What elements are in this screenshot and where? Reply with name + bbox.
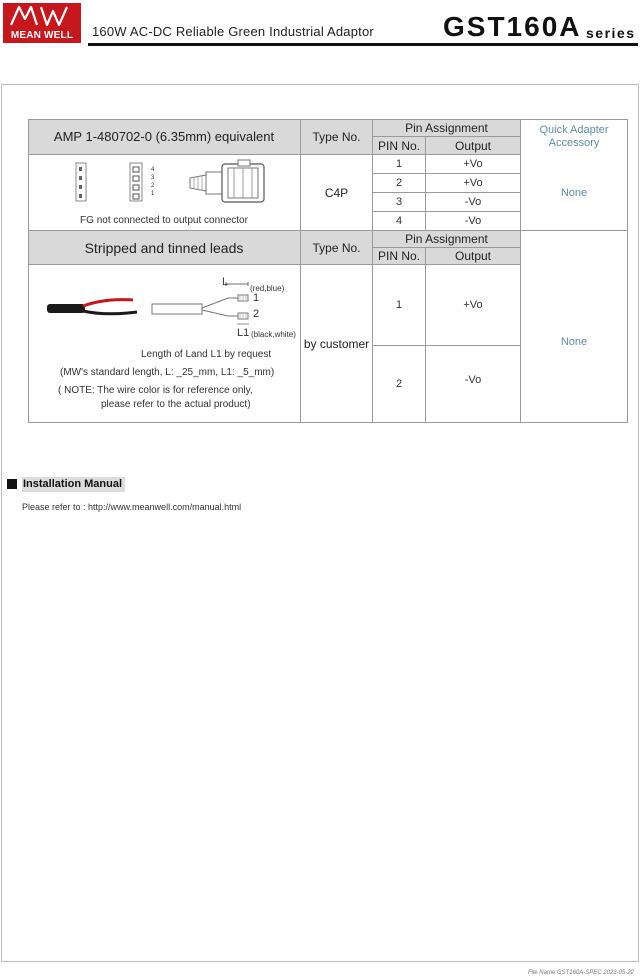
pin-no: 1 <box>395 158 403 170</box>
connector-housing-icon <box>186 158 272 208</box>
pin-row <box>426 346 521 423</box>
accessory-cell <box>521 231 628 423</box>
pin-output: +Vo <box>463 158 483 170</box>
type-no-header <box>301 119 373 155</box>
type-no-label: Type No. <box>312 129 361 144</box>
lead-label-2: 2 <box>253 308 260 320</box>
pin-row <box>426 193 521 212</box>
pin-row <box>373 174 426 193</box>
pin-output: +Vo <box>463 299 483 311</box>
pin-output: -Vo <box>464 374 482 386</box>
pin-output: -Vo <box>464 215 482 227</box>
wire-color-red-blue: (red,blue) <box>250 284 285 293</box>
pin-no: 4 <box>395 215 403 227</box>
pin-assignment-header <box>373 231 521 248</box>
pin-digit: 3 <box>151 175 155 181</box>
pin-no-label: PIN No. <box>377 138 420 153</box>
pin-row <box>426 174 521 193</box>
manual-link-text[interactable]: Please refer to : http://www.meanwell.com/manual.html <box>22 502 242 512</box>
pin-no: 2 <box>395 177 403 189</box>
pin-no: 2 <box>395 378 403 390</box>
quick-adapter-label: Quick Adapter <box>539 124 609 136</box>
mw-logo-mark <box>3 3 81 29</box>
type-no-value-cell <box>301 155 373 231</box>
section-title: Installation Manual <box>22 477 125 492</box>
dim-label-L1: L1 <box>237 327 250 339</box>
accessory-label: Accessory <box>548 137 600 149</box>
output-header <box>426 248 521 265</box>
pin-row <box>373 155 426 174</box>
output-label: Output <box>454 249 492 263</box>
wire-color-black-white: (black,white) <box>251 330 296 339</box>
pin-no: 3 <box>395 196 403 208</box>
pin-digit: 4 <box>151 167 155 173</box>
pin-assignment-label: Pin Assignment <box>405 120 488 135</box>
type-no-header <box>301 231 373 265</box>
pin-no-header <box>373 137 426 155</box>
footer-file-name: File Name:GST160A-SPEC 2023-05-22 <box>527 970 634 976</box>
fg-note: FG not connected to output connector <box>80 215 248 226</box>
pin-no: 1 <box>395 299 403 311</box>
pin-row <box>373 265 426 346</box>
connector-title: AMP 1-480702-0 (6.35mm) equivalent <box>53 129 275 144</box>
pin-output: +Vo <box>463 177 483 189</box>
accessory-value: None <box>560 335 588 348</box>
stripped-leads-cable-icon <box>45 290 145 324</box>
dim-label-L: L <box>222 276 229 288</box>
connector-title-cell <box>28 119 301 155</box>
pin-output: -Vo <box>464 196 482 208</box>
pin-number-labels <box>151 166 154 198</box>
connector-pinout-icon <box>128 162 150 202</box>
section-bullet <box>7 479 17 489</box>
model-name: GST160A <box>443 11 582 42</box>
type-no-value-cell <box>301 265 373 423</box>
lead-note-line1: Length of Land L1 by request <box>141 349 272 360</box>
pin-row <box>373 346 426 423</box>
type-no-label: Type No. <box>312 240 361 255</box>
pin-row <box>373 193 426 212</box>
lead-note-line2: (MW's standard length, L: _25_mm, L1: _5_mm) <box>60 367 275 378</box>
logo-text: MEAN WELL <box>10 30 74 41</box>
type-no-value: C4P <box>324 185 349 200</box>
pin-no-label: PIN No. <box>377 249 420 263</box>
output-header <box>426 137 521 155</box>
document-title: 160W AC-DC Reliable Green Industrial Adaptor <box>92 24 374 39</box>
pin-digit: 1 <box>151 191 155 197</box>
lead-dimension-diagram <box>150 278 260 328</box>
pin-no-header <box>373 248 426 265</box>
series-label: series <box>586 25 636 41</box>
leads-title-cell <box>28 231 301 265</box>
type-no-value: by customer <box>303 336 370 351</box>
pin-row <box>426 212 521 231</box>
leads-title: Stripped and tinned leads <box>84 239 244 256</box>
header-divider <box>88 43 638 46</box>
mean-well-logo <box>3 3 81 43</box>
pin-digit: 2 <box>151 183 155 189</box>
pin-assignment-header <box>373 119 521 137</box>
pin-assignment-label: Pin Assignment <box>405 232 488 246</box>
lead-note-line3: ( NOTE: The wire color is for reference only, <box>58 385 253 396</box>
pin-row <box>373 212 426 231</box>
accessory-value: None <box>560 186 588 199</box>
pin-row <box>426 265 521 346</box>
lead-note-line4: please refer to the actual product) <box>101 399 251 410</box>
pin-row <box>426 155 521 174</box>
accessory-cell <box>521 119 628 231</box>
lead-label-1: 1 <box>253 292 260 304</box>
output-label: Output <box>454 138 492 153</box>
connector-front-icon <box>74 162 88 202</box>
